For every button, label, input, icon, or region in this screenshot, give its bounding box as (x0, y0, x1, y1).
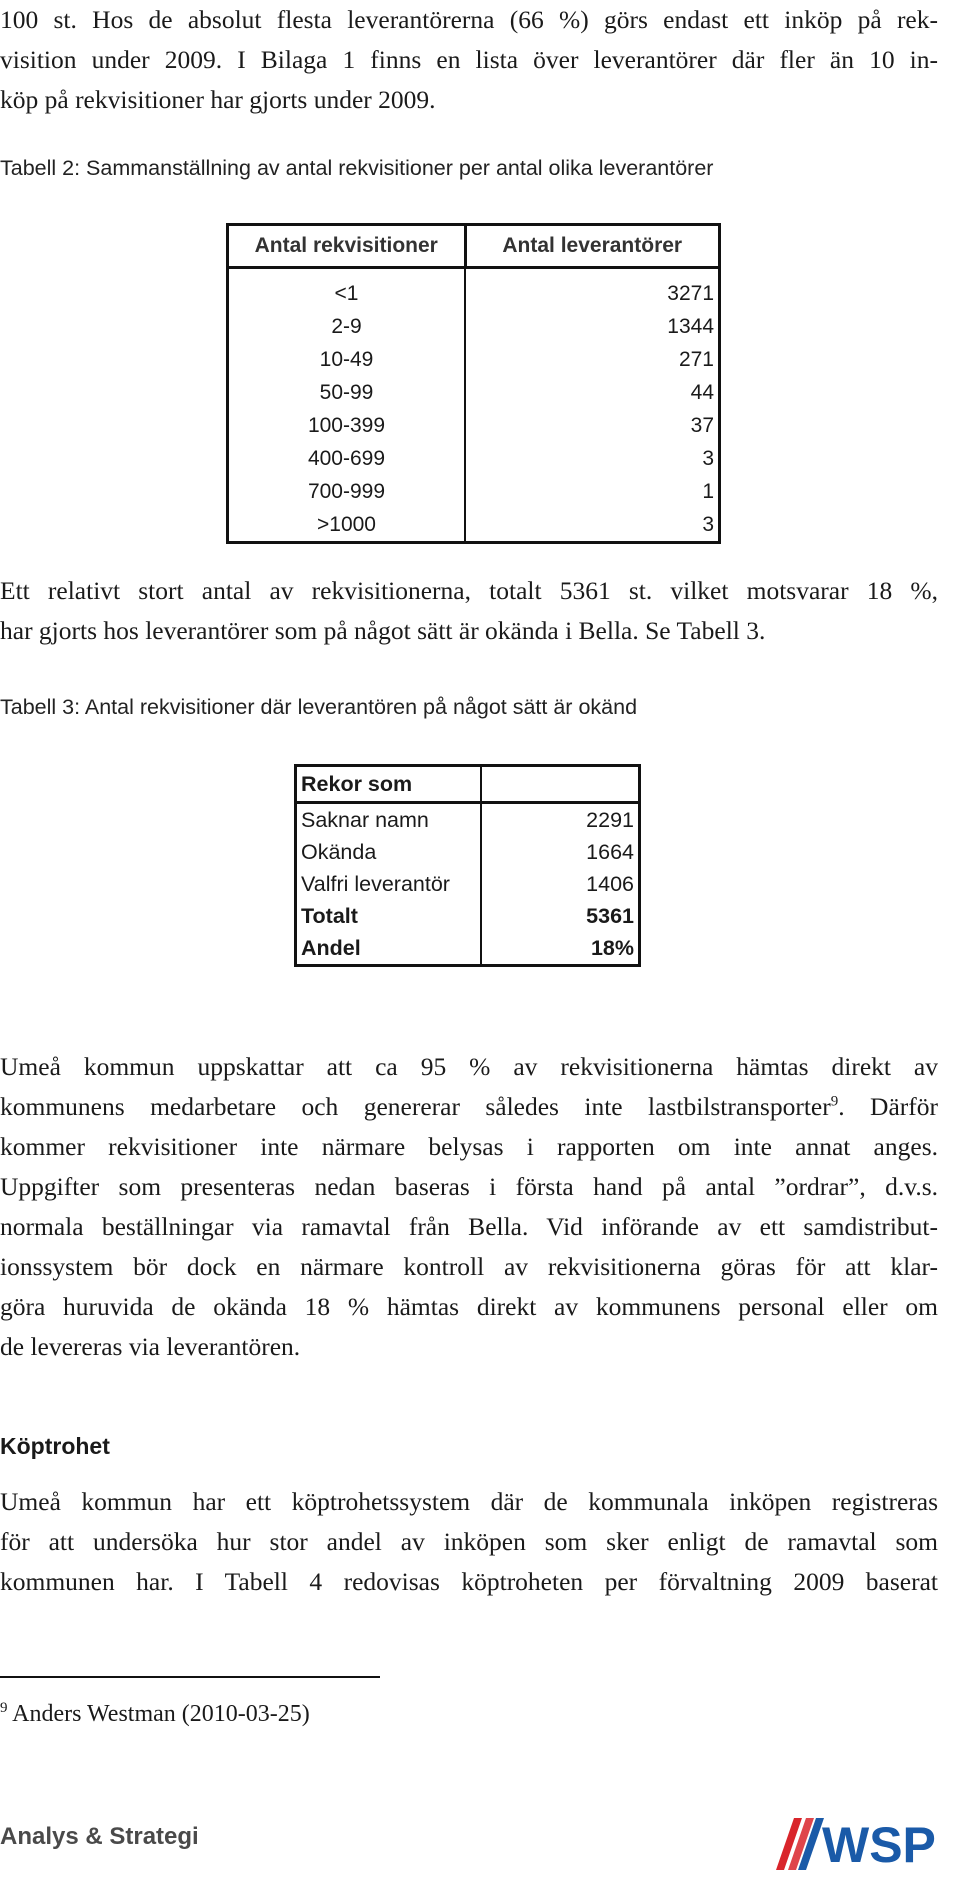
text-line: köp på rekvisitioner har gjorts under 2009. (0, 85, 436, 114)
table-row (228, 442, 720, 475)
table-cell: Valfri leverantör (296, 868, 482, 900)
footnote (0, 1696, 310, 1732)
table-cell: 1664 (481, 836, 640, 868)
table-cell: 3271 (465, 268, 720, 311)
text-line: Umeå kommun har ett köptrohetssystem där de kommunala inköpen registreras (0, 1487, 938, 1516)
section-heading: Köptrohet (0, 1433, 110, 1459)
text-line: kommunen har. I Tabell 4 redovisas köptroheten per förvaltning 2009 baserat (0, 1567, 938, 1596)
paragraph-3 (0, 1047, 938, 1367)
table-cell: 10-49 (228, 343, 466, 376)
table-cell: 100-399 (228, 409, 466, 442)
text-line: har gjorts hos leverantörer som på något sätt är okända i Bella. Se Tabell 3. (0, 616, 766, 645)
table-cell: 18% (481, 932, 640, 966)
footnote-text: Anders Westman (2010-03-25) (7, 1701, 310, 1727)
intro-paragraph (0, 0, 938, 120)
table-row (228, 310, 720, 343)
table-row (228, 376, 720, 409)
table-cell (481, 766, 640, 803)
table-cell: 1344 (465, 310, 720, 343)
table3 (294, 764, 641, 967)
table-cell: Totalt (296, 900, 482, 932)
footnote-ref: 9 (830, 1093, 839, 1110)
table-cell: <1 (228, 268, 466, 311)
table-cell: 3 (465, 442, 720, 475)
text-segment: . Därför (838, 1092, 938, 1121)
table-cell: 700-999 (228, 475, 466, 508)
table-row (228, 508, 720, 543)
text-line: göra huruvida de okända 18 % hämtas direkt av kommunens personal eller om (0, 1292, 938, 1321)
text-line: för att undersöka hur stor andel av inköpen som sker enligt de ramavtal som (0, 1527, 938, 1556)
table-cell: 44 (465, 376, 720, 409)
table-cell: Okända (296, 836, 482, 868)
table3-caption: Tabell 3: Antal rekvisitioner där leverantören på något sätt är okänd (0, 695, 638, 719)
footer-label: Analys & Strategi (0, 1823, 199, 1850)
table3-header: Rekor som (296, 766, 482, 803)
table-header-row (296, 766, 640, 803)
text-line: de levereras via leverantören. (0, 1332, 301, 1361)
text-line: Uppgifter som presenteras nedan baseras i första hand på antal ”ordrar”, d.v.s. (0, 1172, 938, 1201)
footnote-number: 9 (0, 1700, 8, 1716)
table-cell: 1 (465, 475, 720, 508)
table-row (228, 409, 720, 442)
table-row (296, 900, 640, 932)
text-line: ionssystem bör dock en närmare kontroll av rekvisitionerna göras för att klar- (0, 1252, 938, 1281)
table-row (296, 803, 640, 837)
table2-caption: Tabell 2: Sammanställning av antal rekvisitioner per antal olika leverantörer (0, 156, 714, 180)
table-cell: Saknar namn (296, 803, 482, 837)
table2-header-range: Antal rekvisitioner (228, 225, 466, 268)
wsp-logo (768, 1814, 958, 1872)
table-cell: 50-99 (228, 376, 466, 409)
table-cell: 2291 (481, 803, 640, 837)
table-row (228, 475, 720, 508)
table-cell: 5361 (481, 900, 640, 932)
text-line: Umeå kommun uppskattar att ca 95 % av rekvisitionerna hämtas direkt av (0, 1052, 938, 1081)
text-line (0, 1087, 938, 1127)
table-cell: 37 (465, 409, 720, 442)
table-cell: 2-9 (228, 310, 466, 343)
text-line: visition under 2009. I Bilaga 1 finns en lista över leverantörer där fler än 10 in- (0, 45, 938, 74)
table-cell: Andel (296, 932, 482, 966)
text-line: normala beställningar via ramavtal från Bella. Vid införande av ett samdistribut- (0, 1212, 938, 1241)
text-line: 100 st. Hos de absolut flesta leverantörerna (66 %) görs endast ett inköp på rek- (0, 5, 938, 34)
table-row (228, 343, 720, 376)
footnote-divider (0, 1676, 380, 1678)
section-paragraph (0, 1482, 938, 1602)
text-line: Ett relativt stort antal av rekvisitionerna, totalt 5361 st. vilket motsvarar 18 %, (0, 576, 938, 605)
table-row (228, 268, 720, 311)
table-cell: 1406 (481, 868, 640, 900)
table2 (226, 223, 721, 544)
table-row (296, 836, 640, 868)
table-cell: 271 (465, 343, 720, 376)
text-line: kommer rekvisitioner inte närmare belysas i rapporten om inte annat anges. (0, 1132, 938, 1161)
text-segment: kommunens medarbetare och genererar således inte lastbilstransporter (0, 1092, 831, 1121)
table-row (296, 868, 640, 900)
table-row (296, 932, 640, 966)
paragraph-2 (0, 571, 938, 651)
table-cell: 400-699 (228, 442, 466, 475)
table-cell: 3 (465, 508, 720, 543)
table-cell: >1000 (228, 508, 466, 543)
table2-header-count: Antal leverantörer (465, 225, 720, 268)
logo-text: WSP (822, 1817, 936, 1872)
